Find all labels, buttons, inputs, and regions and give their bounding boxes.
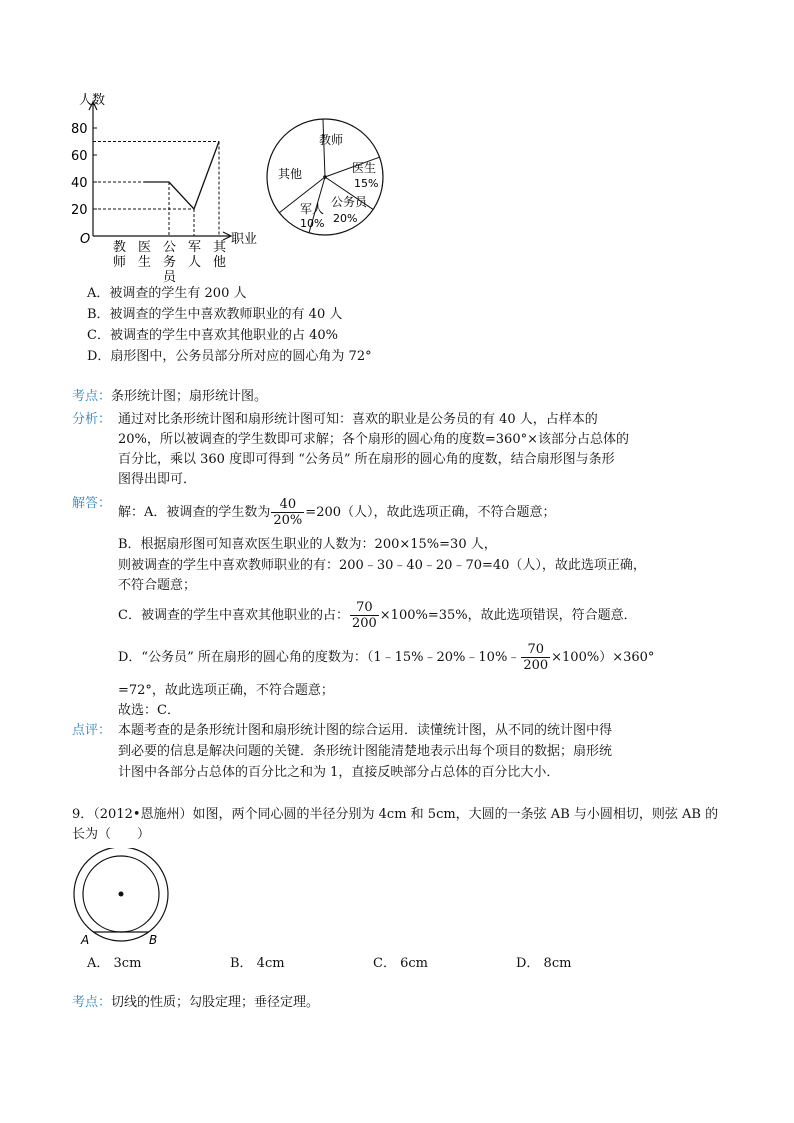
- y-tick-label: 80: [71, 122, 88, 137]
- category-label-char: 员: [163, 270, 177, 285]
- dianping-line: 计图中各部分占总体的百分比之和为 1，直接反映部分占总体的百分比大小．: [118, 765, 560, 780]
- fraction-70-200: [521, 642, 550, 673]
- y-axis-label: 人数: [79, 93, 106, 108]
- q8-option-d: D．扇形图中，公务员部分所对应的圆心角为 72°: [87, 349, 372, 364]
- pie-label-civil-pct: 20%: [333, 212, 358, 225]
- category-label-char: 其: [213, 240, 227, 255]
- jieda-c-post: ×100%=35%，故此选项错误，符合题意．: [379, 608, 637, 623]
- fenxi-tag: 分析：: [72, 412, 112, 427]
- jieda-a-post: =200（人），故此选项正确，不符合题意；: [305, 505, 556, 520]
- category-label-char: 他: [213, 255, 227, 270]
- q9-option-b: B． 4cm: [230, 956, 285, 971]
- frac-num: 70: [350, 600, 379, 616]
- fenxi-line: 百分比，乘以 360 度即可得到 “公务员” 所在扇形的圆心角的度数，结合扇形图与条形: [118, 452, 615, 467]
- jieda-b-line: 不符合题意；: [118, 578, 197, 593]
- jieda-answer: 故选：C．: [118, 703, 180, 718]
- jieda-tag: 解答：: [72, 496, 112, 511]
- q8-kaodian: [72, 388, 267, 406]
- kaodian-tag: 考点：: [72, 995, 112, 1010]
- pie-center: [323, 175, 327, 179]
- category-label-char: 医: [138, 240, 152, 255]
- dianping-line: 本题考查的是条形统计图和扇形统计图的综合运用．读懂统计图，从不同的统计图中得: [118, 723, 613, 738]
- frac-num: 70: [521, 642, 550, 658]
- category-label-char: 务: [163, 255, 177, 270]
- pie-label-doctor: 医生: [352, 161, 377, 175]
- pie-label-doctor-pct: 15%: [354, 177, 379, 190]
- y-tick-label: 60: [71, 149, 88, 164]
- frac-den: 200: [351, 616, 377, 631]
- kaodian-tag: 考点：: [72, 389, 112, 404]
- jieda-b-line: B．根据扇形图可知喜欢医生职业的人数为：200×15%=30 人，: [118, 537, 497, 552]
- pie-chart: [260, 112, 390, 242]
- fenxi-line: 图得出即可．: [118, 472, 197, 487]
- pie-label-army-pct: 10%: [300, 217, 325, 230]
- q9-option-a: A． 3cm: [87, 956, 142, 971]
- jieda-a-pre: 解：A．被调查的学生数为: [118, 505, 271, 520]
- jieda-c: [118, 598, 637, 634]
- q9-option-c: C． 6cm: [373, 956, 428, 971]
- concentric-circles-figure: [68, 848, 178, 948]
- fraction-40-20pct: [271, 497, 304, 528]
- jieda-b-line: 则被调查的学生中喜欢教师职业的有：200﹣30﹣40﹣20﹣70=40（人），故此选项正确，: [118, 558, 646, 573]
- dianping-line: 到必要的信息是解决问题的关键．条形统计图能清楚地表示出每个项目的数据；扇形统: [118, 744, 613, 759]
- category-label-char: 人: [188, 255, 202, 270]
- q8-option-b: B．被调查的学生中喜欢教师职业的有 40 人: [87, 307, 343, 322]
- origin-label: O: [80, 232, 91, 247]
- jieda-a: [118, 496, 556, 530]
- pie-label-army: 军人: [300, 202, 325, 216]
- q8-option-c: C．被调查的学生中喜欢其他职业的占 40%: [87, 328, 338, 343]
- q9-stem-line1: 9．（2012•恩施州）如图，两个同心圆的半径分别为 4cm 和 5cm，大圆的一条弦 AB 与小圆相切，则弦 AB 的: [72, 807, 719, 822]
- jieda-d-post: ×100%）×360°: [551, 650, 655, 665]
- y-tick-label: 40: [71, 176, 88, 191]
- jieda-d-line2: =72°，故此选项正确，不符合题意；: [118, 683, 334, 698]
- data-line: [144, 142, 219, 210]
- q9-option-d: D． 8cm: [516, 956, 572, 971]
- pie-label-other: 其他: [278, 167, 303, 181]
- pie-label-teacher: 教师: [319, 133, 344, 147]
- point-a-label: A: [81, 933, 90, 947]
- category-label-char: 教: [113, 240, 127, 255]
- pie-slice-boundary: [323, 119, 325, 177]
- center-point: [119, 892, 124, 897]
- point-b-label: B: [149, 933, 158, 947]
- frac-den: 20%: [273, 513, 303, 528]
- y-tick-label: 20: [71, 203, 88, 218]
- x-axis-label: 职业: [231, 232, 258, 247]
- q9-stem-line2: 长为（ ）: [72, 827, 151, 842]
- fenxi-line: 20%，所以被调查的学生数即可求解；各个扇形的圆心角的度数=360°×该部分占总体的: [118, 432, 629, 447]
- category-label-char: 生: [138, 255, 152, 270]
- line-chart: [65, 88, 270, 288]
- category-label-char: 师: [113, 255, 127, 270]
- q9-kaodian: [72, 994, 319, 1012]
- jieda-d: [118, 640, 654, 676]
- frac-den: 200: [523, 658, 549, 673]
- frac-num: 40: [271, 497, 304, 513]
- fraction-70-200: [350, 600, 379, 631]
- category-label-char: 公: [163, 240, 177, 255]
- dianping-tag: 点评：: [72, 723, 112, 738]
- jieda-c-pre: C．被调查的学生中喜欢其他职业的占：: [118, 608, 349, 623]
- kaodian-text: 条形统计图；扇形统计图。: [111, 389, 268, 404]
- q8-option-a: A．被调查的学生有 200 人: [87, 286, 247, 301]
- fenxi-line: 通过对比条形统计图和扇形统计图可知：喜欢的职业是公务员的有 40 人，占样本的: [118, 412, 598, 427]
- pie-label-civil: 公务员: [331, 195, 368, 209]
- kaodian-text: 切线的性质；勾股定理；垂径定理。: [111, 995, 320, 1010]
- jieda-d-pre: D．“公务员” 所在扇形的圆心角的度数为：（1﹣15%﹣20%﹣10%﹣: [118, 650, 521, 665]
- category-label-char: 军: [188, 240, 202, 255]
